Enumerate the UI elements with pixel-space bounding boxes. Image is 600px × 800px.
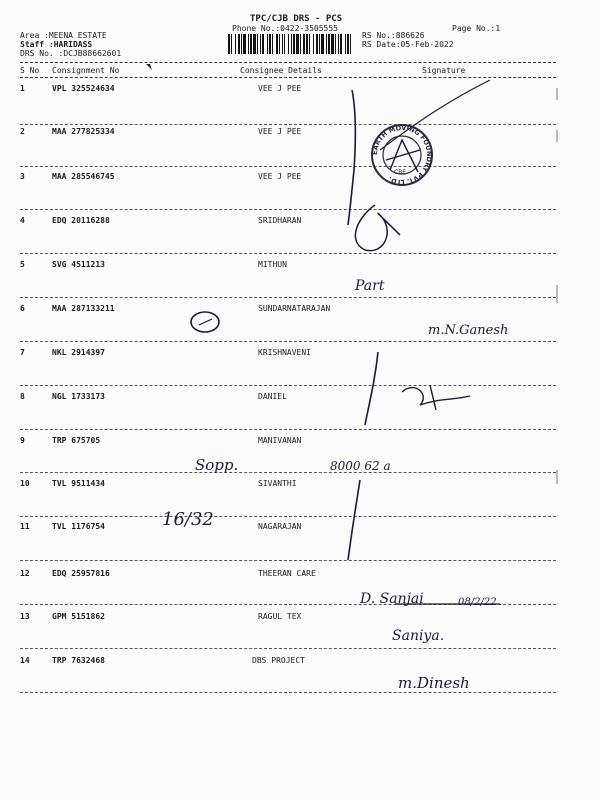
row-divider (20, 297, 556, 298)
seal-text: EARTH MOVING FOUNDRY PVT. LTD. (370, 123, 434, 187)
row-divider (20, 472, 556, 473)
row-divider (20, 166, 556, 167)
rs-number: RS No.:886626 (362, 31, 425, 40)
handwriting-row13: Saniya. (392, 628, 445, 644)
row-sno: 2 (20, 127, 25, 136)
handwriting-row14: m.Dinesh (398, 674, 470, 692)
col-sno: S No (20, 66, 40, 75)
row-sno: 4 (20, 216, 25, 225)
row-consignment: EDQ 20116288 (52, 216, 110, 225)
row-consignment: TRP 7632468 (52, 656, 105, 665)
row-consignment: EDQ 25957816 (52, 569, 110, 578)
pen-stroke (365, 352, 378, 425)
row-divider (20, 648, 556, 649)
stray-mark (146, 64, 152, 70)
header-divider-bottom (20, 77, 556, 78)
row-consignment: VPL 325524634 (52, 84, 115, 93)
pen-stroke (380, 80, 490, 150)
scan-mark (556, 130, 558, 142)
handwriting-row10: 16/32 (162, 509, 214, 530)
col-signature: Signature (422, 66, 466, 75)
barcode (228, 34, 353, 54)
row-divider (20, 253, 556, 254)
row-sno: 3 (20, 172, 25, 181)
row-consignment: TVL 1176754 (52, 522, 105, 531)
handwriting-row9-right: 8000 62 a (330, 459, 391, 473)
row-consignment: NKL 2914397 (52, 348, 105, 357)
row-consignee: SRIDHARAN (258, 216, 302, 225)
drs-number: DRS No. :DCJB88662601 (20, 49, 122, 58)
row-divider (20, 604, 556, 605)
row-consignee: VEE J PEE (258, 127, 302, 136)
row-consignee: MITHUN (258, 260, 287, 269)
row-sno: 5 (20, 260, 25, 269)
col-consignee: Consignee Details (240, 66, 322, 75)
row-consignee: DANIEL (258, 392, 287, 401)
row-sno: 14 (20, 656, 30, 665)
rs-date: RS Date:05-Feb-2022 (362, 40, 454, 49)
pen-stroke (348, 480, 360, 560)
row-consignee: SIVANTHI (258, 479, 297, 488)
handwriting-row12: D. Sanjai (360, 591, 424, 607)
page-number: Page No.:1 (452, 24, 501, 33)
company-seal (371, 124, 433, 186)
row-consignee: THEERAN CARE (258, 569, 316, 578)
svg-text:EARTH MOVING FOUNDRY PVT. LTD. (371, 124, 433, 186)
row-sno: 12 (20, 569, 30, 578)
row-consignment: NGL 1733173 (52, 392, 105, 401)
row-consignment: TVL 9511434 (52, 479, 105, 488)
header-divider-top (20, 62, 556, 63)
signature-row4 (355, 205, 400, 251)
row-sno: 1 (20, 84, 25, 93)
phone-number: Phone No.:0422-3505555 (232, 24, 338, 33)
row-sno: 7 (20, 348, 25, 357)
row-divider (20, 560, 556, 561)
scan-mark (556, 470, 558, 484)
row-divider (20, 341, 556, 342)
row-consignee: VEE J PEE (258, 84, 302, 93)
col-consignment: Consignment No (52, 66, 120, 75)
row-divider (20, 124, 556, 125)
area-label: Area :MEENA ESTATE (20, 31, 107, 40)
row-sno: 11 (20, 522, 30, 531)
row-sno: 9 (20, 436, 25, 445)
handwriting-row5: Part (355, 278, 385, 294)
handwriting-row6: m.N.Ganesh (428, 323, 509, 338)
row-sno: 8 (20, 392, 25, 401)
row-consignee: DBS PROJECT (252, 656, 305, 665)
row-sno: 6 (20, 304, 25, 313)
row-divider (20, 385, 556, 386)
scan-mark (556, 285, 558, 303)
row-divider (20, 516, 556, 517)
seal-center-text: CBE (394, 169, 407, 176)
row-consignee: SUNDARNATARAJAN (258, 304, 331, 313)
pen-stroke (348, 90, 355, 225)
row-divider (20, 209, 556, 210)
row-divider (20, 429, 556, 430)
row-consignment: MAA 277825334 (52, 127, 115, 136)
row-consignee: MANIVANAN (258, 436, 302, 445)
row-consignment: MAA 285546745 (52, 172, 115, 181)
scan-mark (556, 88, 558, 100)
row-divider (20, 692, 556, 693)
row-sno: 13 (20, 612, 30, 621)
row-consignment: SVG 4511213 (52, 260, 105, 269)
circle-mark (191, 312, 219, 332)
handwriting-row9-left: Sopp. (195, 456, 239, 474)
row-consignment: GPM 5151862 (52, 612, 105, 621)
row-consignee: VEE J PEE (258, 172, 302, 181)
row-consignee: KRISHNAVENI (258, 348, 311, 357)
row-consignment: MAA 287133211 (52, 304, 115, 313)
document-title: TPC/CJB DRS - PCS (250, 14, 343, 24)
row-consignee: NAGARAJAN (258, 522, 302, 531)
handwriting-row12-date: 08/2/22 (458, 597, 497, 608)
row-consignment: TRP 675705 (52, 436, 101, 445)
signature-row8 (402, 385, 470, 410)
row-sno: 10 (20, 479, 30, 488)
row-consignee: RAGUL TEX (258, 612, 302, 621)
staff-label: Staff :HARIDASS (20, 40, 93, 49)
